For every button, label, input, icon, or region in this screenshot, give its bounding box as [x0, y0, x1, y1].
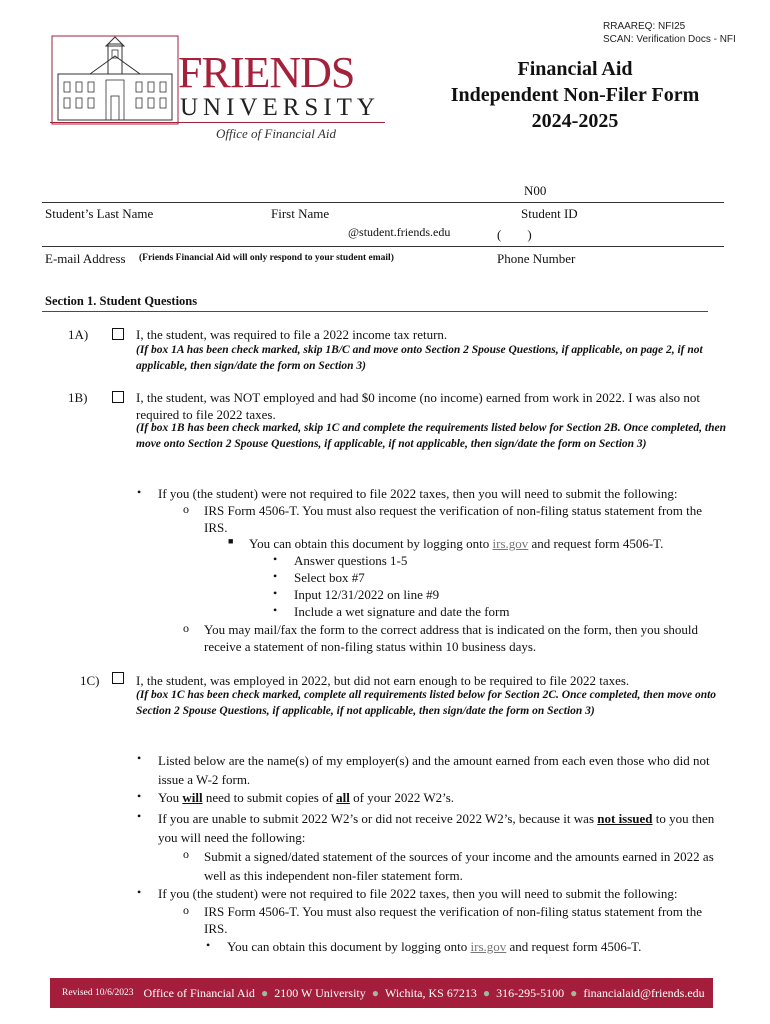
footer-address: 2100 W University	[274, 985, 366, 1000]
b2-post: of your 2022 W2’s.	[349, 790, 455, 805]
footer-revised: Revised 10/6/2023	[62, 988, 134, 998]
b2-all: all	[336, 790, 350, 805]
email-field-line[interactable]	[42, 246, 724, 247]
name-field-line[interactable]	[42, 202, 724, 203]
q1c-bullet-3-sub: Submit a signed/dated statement of the sources of your income and the amounts earned in 2022 as well as this independent non-filer statement form.	[204, 849, 714, 883]
sub-bullet-o: o	[183, 621, 189, 635]
bullet-dot: •	[137, 809, 142, 823]
logo-underline	[50, 122, 385, 123]
q1b-step-3: Input 12/31/2022 on line #9	[294, 587, 440, 602]
footer-separator-dot: ●	[570, 985, 578, 1000]
q1b-label: 1B)	[68, 390, 88, 405]
q1c-text: I, the student, was employed in 2022, but did not earn enough to be required to file 2022 taxes.	[136, 673, 630, 688]
email-note: (Friends Financial Aid will only respond to your student email)	[139, 253, 394, 263]
first-name-label: First Name	[271, 206, 330, 221]
step-dot: •	[273, 569, 278, 583]
step-dot: •	[273, 586, 278, 600]
sub-bullet-o: o	[183, 847, 189, 861]
bullet-dot: •	[137, 485, 142, 499]
student-id-label: Student ID	[521, 206, 578, 221]
bullet-dot: •	[137, 751, 142, 765]
b2-will: will	[182, 790, 203, 805]
bullet-dot: •	[137, 789, 142, 803]
q1c-bullet-4-sub: IRS Form 4506-T. You must also request the verification of non-filing status statement from the IRS.	[204, 904, 703, 936]
form-codes	[603, 20, 736, 46]
q1c-bullet-2	[158, 789, 728, 806]
last-name-label: Student’s Last Name	[45, 206, 154, 221]
q1b-sq-pre: You can obtain this document by logging onto	[249, 536, 493, 551]
q1b-sub-2: You may mail/fax the form to the correct address that is indicated on the form, then you should receive a statement of non-filing status within 10 business days.	[204, 622, 699, 654]
irs-gov-link[interactable]: irs.gov	[492, 536, 529, 551]
q1c-checkbox[interactable]	[112, 672, 124, 684]
b3-not-issued: not issued	[597, 811, 653, 826]
q1b-checkbox[interactable]	[112, 391, 124, 403]
sub-bullet-o: o	[183, 502, 189, 516]
office-name: Office of Financial Aid	[216, 126, 336, 141]
q1b-step-1: Answer questions 1-5	[294, 553, 408, 568]
section-1-heading: Section 1. Student Questions	[45, 294, 198, 308]
q1a-label: 1A)	[68, 327, 89, 342]
q1a-text: I, the student, was required to file a 2022 income tax return.	[136, 327, 448, 342]
q1c-square-item	[227, 938, 717, 955]
sub-bullet-o: o	[183, 903, 189, 917]
q1b-text: I, the student, was NOT employed and had $0 income (no income) earned from work in 2022. I was also not required to file 2022 taxes.	[136, 390, 701, 422]
building-illustration	[50, 34, 180, 126]
q1c-bullet-4: If you (the student) were not required to file 2022 taxes, then you will need to submit the following:	[158, 886, 678, 901]
footer-phone: 316-295-5100	[496, 985, 565, 1000]
step-dot: •	[273, 603, 278, 617]
b2-mid: need to submit copies of	[202, 790, 337, 805]
q1a-instruction: (If box 1A has been check marked, skip 1B/C and move onto Section 2 Spouse Questions, if applicable, on page 2, if not applicable, then sign/date the form on Section 3)	[136, 344, 703, 372]
university-logo	[50, 34, 390, 144]
bullet-dot: •	[137, 885, 142, 899]
b2-pre: You	[158, 790, 183, 805]
b3-pre: If you are unable to submit 2022 W2’s or did not receive 2022 W2’s, because it was	[158, 811, 598, 826]
title-line-3: 2024-2025	[531, 110, 619, 132]
phone-label: Phone Number	[497, 251, 576, 266]
footer-bar	[50, 978, 713, 1008]
q1b-sq-post: and request form 4506-T.	[528, 536, 664, 551]
code-line-2: SCAN: Verification Docs - NFI	[603, 34, 736, 45]
email-label: E-mail Address	[45, 251, 126, 266]
q1b-instruction: (If box 1B has been check marked, skip 1C and complete the requirements listed below for Section 2B. Once completed, then move onto Section 2 Spouse Questions, if applicable, if not applicable, then sign/date the form on Section 3)	[136, 422, 726, 450]
logo-name-bottom: UNIVERSITY	[180, 94, 380, 121]
phone-parens: ( )	[497, 227, 532, 242]
step-dot: •	[206, 938, 211, 952]
footer-separator-dot: ●	[260, 985, 269, 1000]
email-domain: @student.friends.edu	[348, 225, 451, 239]
footer-office: Office of Financial Aid	[143, 985, 255, 1000]
footer-city: Wichita, KS 67213	[385, 985, 477, 1000]
q1b-bullet-1: If you (the student) were not required to file 2022 taxes, then you will need to submit the following:	[158, 486, 678, 501]
title-line-1: Financial Aid	[517, 58, 633, 80]
title-line-2: Independent Non-Filer Form	[450, 84, 700, 106]
q1c-instruction: (If box 1C has been check marked, complete all requirements listed below for Section 2C. Once completed, then move onto Section 2 Spouse Questions, if applicable, if not applicable, then sign/date the form on Section 3)	[136, 689, 717, 717]
footer-email[interactable]: financialaid@friends.edu	[583, 985, 705, 1000]
section-1-rule	[42, 311, 708, 312]
footer-separator-dot: ●	[482, 985, 491, 1000]
q1b-step-2: Select box #7	[294, 570, 365, 585]
step-dot: •	[273, 552, 278, 566]
b4-sq-post: and request form 4506-T.	[506, 939, 642, 954]
irs-gov-link[interactable]: irs.gov	[470, 939, 507, 954]
q1b-square-item	[249, 535, 719, 552]
q1a-checkbox[interactable]	[112, 328, 124, 340]
b4-sq-pre: You can obtain this document by logging onto	[227, 939, 471, 954]
q1c-bullet-1: Listed below are the name(s) of my employer(s) and the amount earned from each even those who did not issue a W-2 form.	[158, 753, 710, 787]
form-title	[410, 56, 740, 134]
q1c-bullet-3	[158, 809, 728, 847]
student-id-prefix: N00	[524, 183, 547, 198]
square-bullet: ■	[228, 536, 234, 546]
q1b-step-4: Include a wet signature and date the form	[294, 604, 510, 619]
footer-separator-dot: ●	[371, 985, 379, 1000]
code-line-1: RRAAREQ: NFI25	[603, 21, 686, 32]
logo-name-top: FRIENDS	[178, 48, 355, 97]
q1c-label: 1C)	[80, 673, 100, 688]
q1b-sub-1: IRS Form 4506-T. You must also request the verification of non-filing status statement from the IRS.	[204, 503, 703, 535]
b3-post: to you then you will need the following:	[158, 811, 715, 845]
